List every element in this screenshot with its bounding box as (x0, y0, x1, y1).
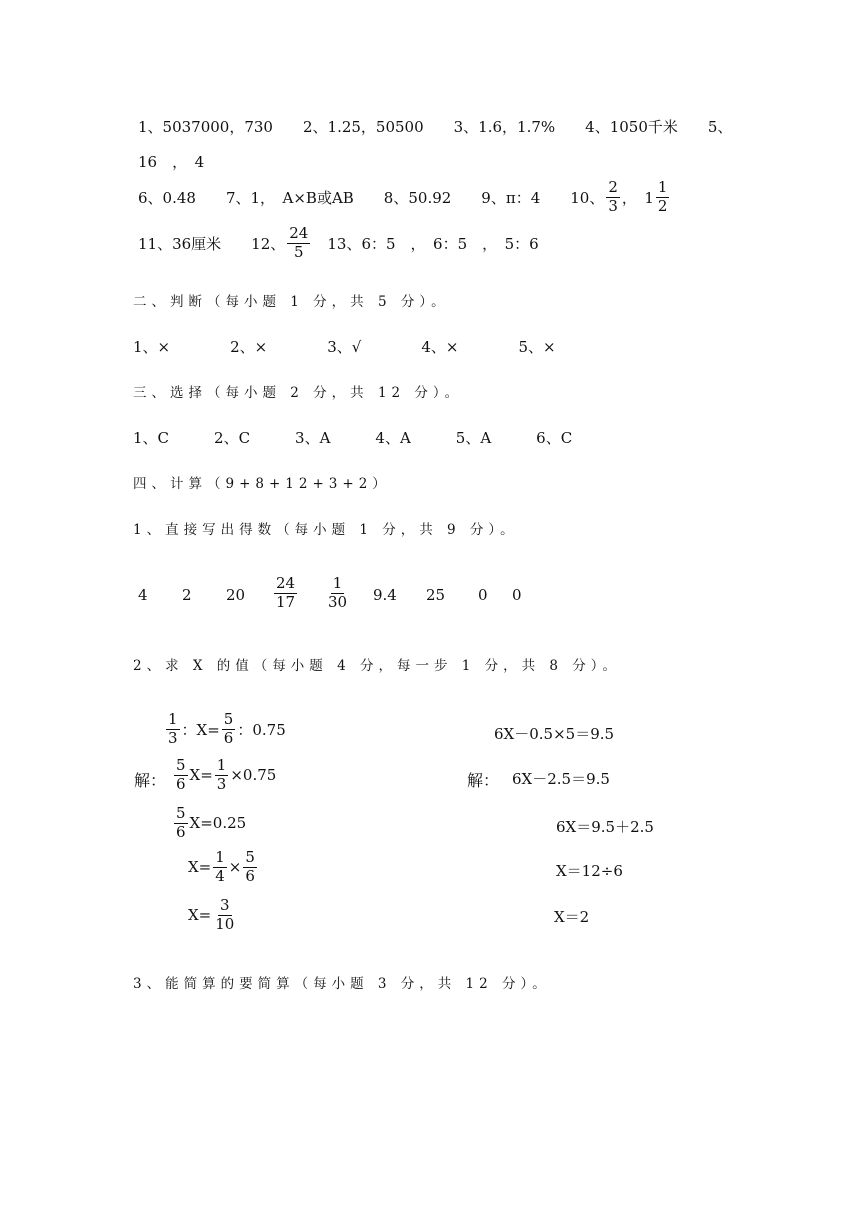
numerator: 5 (176, 756, 186, 774)
numerator: 2 (608, 178, 618, 196)
numerator: 1 (216, 756, 227, 774)
numerator: 1 (332, 574, 343, 592)
answers-row-3 (138, 226, 539, 261)
answers-row-2-mid: ， 1 (621, 188, 654, 207)
answers-row-2 (138, 180, 671, 215)
left-equation-line-5 (188, 898, 238, 933)
section-3-heading: 三、选择（每小题 2 分，共 12 分）。 (133, 385, 464, 401)
right-equation-line-5: X＝2 (554, 908, 590, 926)
numerator: 5 (223, 710, 234, 728)
right-equation-line-2: 6X－2.5＝9.5 (512, 770, 610, 788)
denominator: 30 (328, 592, 348, 611)
denominator: 10 (215, 914, 235, 933)
section-4-sub2: 2、求 X 的值（每小题 4 分，每一步 1 分，共 8 分）。 (133, 658, 622, 674)
numerator: 1 (657, 178, 668, 196)
right-equation-line-4: X＝12÷6 (556, 862, 623, 880)
direct-result: 0 (478, 586, 488, 604)
denominator: 5 (294, 242, 304, 261)
answers-row-1b-text: 16 ， 4 (138, 153, 205, 171)
section-4-sub1: 1、直接写出得数（每小题 1 分，共 9 分）。 (133, 522, 519, 538)
left-equation-line-2 (172, 758, 276, 793)
equation-text: X=0.25 (189, 814, 247, 833)
direct-result: 0 (512, 586, 522, 604)
section-4-heading: 四、计算（9+8+12+3+2） (133, 476, 391, 492)
numerator: 24 (276, 574, 296, 592)
right-equation-line-3: 6X＝9.5＋2.5 (556, 818, 654, 836)
equation-text: X= (188, 858, 212, 877)
direct-result: 20 (226, 586, 246, 604)
solution-label: 解： (467, 771, 500, 790)
section-4-sub3: 3、能简算的要简算（每小题 3 分，共 12 分）。 (133, 976, 551, 992)
answers-row-2-text: 6、0.48 7、1， A×B或AB 8、50.92 9、π：4 10、 (138, 188, 605, 207)
numerator: 5 (176, 804, 186, 822)
denominator: 3 (216, 774, 227, 793)
denominator: 2 (657, 196, 668, 215)
equation-text: X= (188, 906, 212, 925)
direct-result: 4 (138, 586, 148, 604)
direct-result-fraction (272, 576, 299, 611)
denominator: 3 (168, 728, 178, 747)
direct-result-fraction (324, 576, 351, 611)
numerator: 1 (168, 710, 178, 728)
left-equation-line-3 (172, 806, 246, 841)
denominator: 6 (176, 774, 186, 793)
denominator: 6 (223, 728, 234, 747)
answers-row-1-text: 1、5037000，730 2、1.25，50500 3、1.6，1.7% 4、1050千米 5、 (138, 118, 733, 136)
equation-text: ：0.75 (237, 720, 286, 739)
numerator: 1 (215, 848, 225, 866)
numerator: 24 (289, 224, 309, 242)
section-2-heading: 二、判断（每小题 1 分，共 5 分）。 (133, 294, 450, 310)
fraction (606, 180, 620, 215)
numerator: 5 (245, 848, 255, 866)
equation-text: X= (189, 766, 213, 785)
left-equation-line-4 (188, 850, 259, 885)
direct-result: 2 (182, 586, 192, 604)
denominator: 4 (215, 866, 225, 885)
right-equation-line-1: 6X－0.5×5＝9.5 (494, 725, 615, 743)
answers-row-3-suffix: 13、6：5 ， 6：5 ， 5：6 (312, 234, 539, 253)
denominator: 3 (608, 196, 618, 215)
equation-text: ×0.75 (230, 766, 277, 785)
equation-text: × (228, 858, 242, 877)
answers-row-1b (138, 151, 204, 172)
fraction (287, 226, 310, 261)
section-2-answers: 1、× 2、× 3、√ 4、× 5、× (133, 338, 556, 356)
fraction (656, 180, 670, 215)
answers-row-1 (138, 116, 732, 137)
denominator: 17 (276, 592, 296, 611)
denominator: 6 (176, 822, 186, 841)
section-3-answers: 1、C 2、C 3、A 4、A 5、A 6、C (133, 429, 573, 447)
solution-label: 解： (134, 771, 167, 790)
left-equation-line-1 (164, 712, 286, 747)
answers-row-3-text: 11、36厘米 12、 (138, 234, 286, 253)
numerator: 3 (220, 896, 230, 914)
equation-text: ：X= (181, 720, 220, 739)
direct-result: 9.4 (373, 586, 397, 604)
denominator: 6 (245, 866, 255, 885)
direct-result: 25 (426, 586, 446, 604)
